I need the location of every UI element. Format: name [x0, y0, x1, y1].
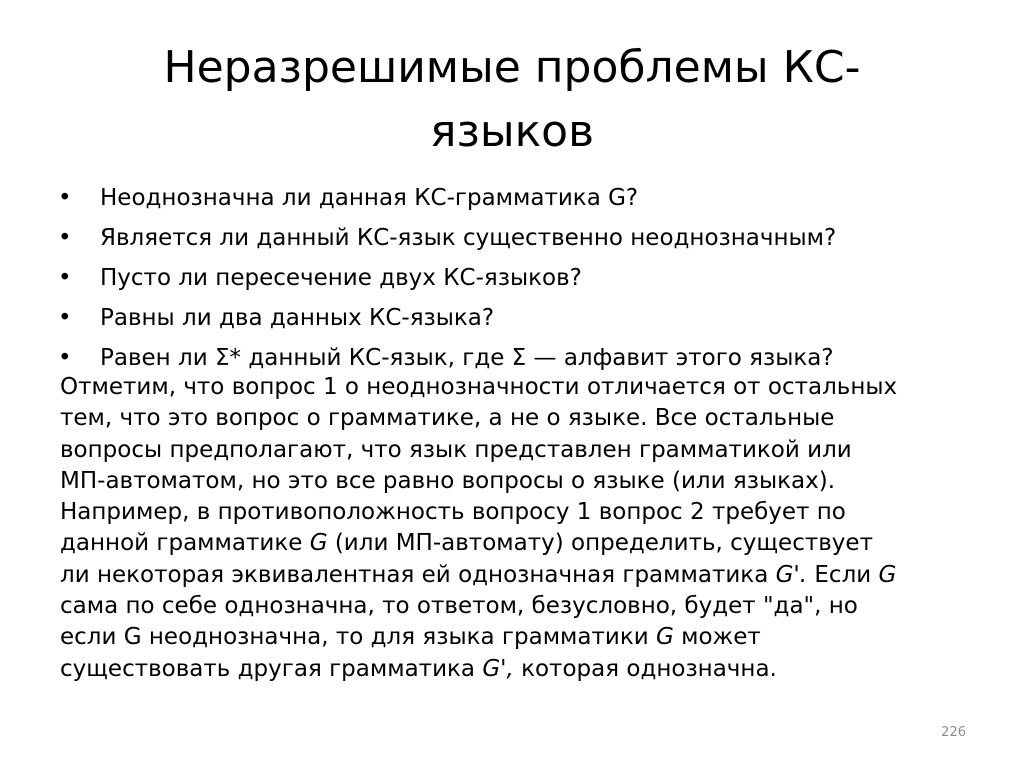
paragraph-text: может — [673, 624, 761, 651]
list-item — [58, 178, 988, 218]
paragraph-text: данной грамматике — [60, 530, 310, 557]
grammar-variable: G — [878, 561, 897, 588]
paragraph-line — [60, 560, 990, 591]
list-item-text: Пусто ли пересечение двух КС-языков? — [100, 265, 582, 291]
paragraph-text: которая однозначна. — [513, 655, 777, 682]
list-item — [58, 218, 988, 258]
paragraph-text: (или МП-автомату) определить, существует — [327, 530, 873, 557]
paragraph-line: Например, в противоположность вопросу 1 вопрос 2 требует по — [60, 499, 846, 526]
paragraph-text: ли некоторая эквивалентная ей однозначная грамматика — [60, 561, 776, 588]
list-item-text: Равны ли два данных КС-языка? — [100, 305, 495, 331]
bullet-icon: • — [58, 345, 72, 371]
paragraph-line — [60, 528, 990, 559]
explanation-paragraph — [60, 372, 990, 685]
paragraph-text: существовать другая грамматика — [60, 655, 483, 682]
list-item — [58, 258, 988, 298]
paragraph-text: если G неоднозначна, то для языка грамматики — [60, 624, 656, 651]
bullet-icon: • — [58, 305, 72, 331]
bullet-icon: • — [58, 225, 72, 251]
paragraph-line: тем, что это вопрос о грамматике, а не о языке. Все остальные — [60, 405, 835, 432]
paragraph-line: МП-автоматом, но это все равно вопросы о языке (или языках). — [60, 467, 836, 494]
list-item-text: Неоднозначна ли данная КС-грамматика G? — [100, 185, 639, 211]
paragraph-text: Если — [807, 561, 879, 588]
grammar-variable: G — [309, 530, 328, 557]
question-list — [58, 178, 988, 378]
list-item-text: Является ли данный КС-язык существенно неоднозначным? — [100, 225, 837, 251]
list-item-text: Равен ли Σ* данный КС-язык, где Σ — алфавит этого языка? — [100, 345, 834, 371]
bullet-icon: • — [58, 185, 72, 211]
grammar-variable: G', — [482, 655, 514, 682]
grammar-variable: G'. — [775, 561, 808, 588]
slide-title-line-2: языков — [429, 106, 595, 157]
paragraph-line — [60, 654, 990, 685]
slide-title-line-1: Неразрешимые проблемы КС- — [163, 42, 861, 93]
paragraph-line: сама по себе однозначна, то ответом, безусловно, будет "да", но — [60, 593, 858, 620]
paragraph-line: Отметим, что вопрос 1 о неоднозначности отличается от остальных — [60, 374, 898, 400]
slide-title — [0, 36, 1024, 164]
bullet-icon: • — [58, 265, 72, 291]
grammar-variable: G — [656, 624, 674, 651]
page-number: 226 — [941, 725, 966, 740]
paragraph-line — [60, 622, 990, 653]
list-item — [58, 298, 988, 338]
paragraph-line: вопросы предполагают, что язык представлен грамматикой или — [60, 436, 852, 463]
